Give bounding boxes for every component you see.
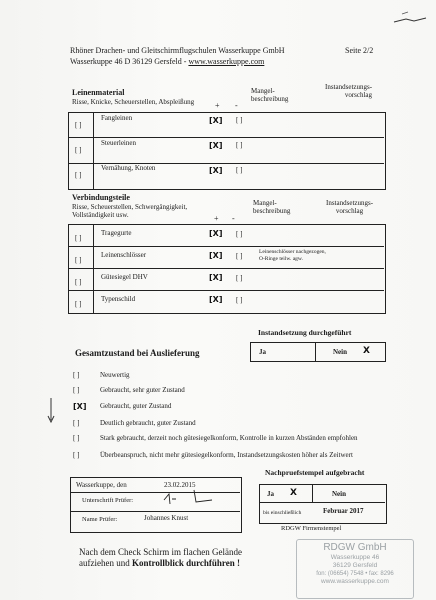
- nachpruef-title: Nachpruefstempel aufgebracht: [265, 468, 365, 477]
- condition-label: Neuwertig: [100, 371, 130, 379]
- condition-label: Überbeanspruch, nicht mehr gütesiegelkonform, Instandsetzungskosten höher als Zeitwert: [100, 451, 353, 459]
- row-mark-checkbox[interactable]: [X]: [209, 273, 223, 282]
- instandsetzung-nein: Nein: [333, 348, 347, 356]
- row-label: Leinenschlösser: [101, 251, 147, 259]
- instandsetzung-mark: X: [363, 346, 370, 356]
- row-note: Leinenschlösser nachgezogen, O-Ringe teilw. agw.: [259, 249, 326, 262]
- row-checkbox[interactable]: [ ]: [75, 234, 82, 242]
- row-minus-checkbox[interactable]: [ ]: [236, 230, 243, 238]
- row-label: Tragegurte: [101, 229, 132, 237]
- row-mark-checkbox[interactable]: [X]: [209, 116, 223, 125]
- row-mark-checkbox[interactable]: [X]: [209, 251, 223, 260]
- stamp-caption: RDGW Firmenstempel: [281, 525, 342, 532]
- row-checkbox[interactable]: [ ]: [75, 278, 82, 286]
- nachpruef-box: [259, 484, 387, 524]
- footer-line-1: Nach dem Check Schirm im flachen Gelände: [79, 547, 242, 557]
- row-checkbox[interactable]: [ ]: [75, 121, 82, 129]
- row-minus-checkbox[interactable]: [ ]: [236, 141, 243, 149]
- stamp-phone: fon: (06654) 7548 • fax: 8296: [316, 571, 394, 577]
- verbindung-plus: +: [214, 214, 219, 223]
- footer-line-2-a: aufziehen und: [79, 558, 132, 568]
- row-label: Gütesiegel DHV: [101, 273, 148, 281]
- stamp-addr-1: Wasserkuppe 46: [330, 554, 380, 561]
- verbindung-subtitle-1: Risse, Scheuerstellen, Schwergängigkeit,: [72, 203, 188, 211]
- footer-line-2: [79, 558, 240, 568]
- row-checkbox[interactable]: [ ]: [75, 171, 82, 179]
- row-label: Typenschild: [101, 295, 136, 303]
- company-stamp: [296, 539, 414, 599]
- row-checkbox[interactable]: [ ]: [75, 256, 82, 264]
- inspector-name: Johannes Knust: [144, 514, 189, 522]
- row-label: Steuerleinen: [101, 139, 136, 147]
- condition-label: Deutlich gebraucht, guter Zustand: [100, 419, 196, 427]
- row-label: Vernähung, Knoten: [101, 164, 156, 172]
- header-address-text: Wasserkuppe 46 D 36129 Gersfeld -: [70, 57, 187, 66]
- arrow-down-icon: [47, 398, 57, 424]
- condition-label: Gebraucht, sehr guter Zustand: [100, 386, 185, 394]
- pen-scribble: [392, 8, 428, 28]
- nachpruef-ja: Ja: [267, 490, 274, 498]
- instandsetzung-ja: Ja: [259, 348, 266, 356]
- row-minus-checkbox[interactable]: [ ]: [236, 274, 243, 282]
- leinen-col-instand: Instandsetzungs- vorschlag: [325, 83, 373, 99]
- row-minus-checkbox[interactable]: [ ]: [236, 296, 243, 304]
- header-company: Rhöner Drachen- und Gleitschirmflugschulen Wasserkuppe GmbH: [70, 46, 285, 55]
- condition-label: Stark gebraucht, derzeit noch gütesiegelkonform, Kontrolle in kurzen Abständen empfohlen: [100, 434, 358, 442]
- row-minus-checkbox[interactable]: [ ]: [236, 116, 243, 124]
- signature-label: Unterschrift Prüfer:: [82, 497, 134, 504]
- nachpruef-nein: Nein: [332, 490, 346, 498]
- condition-checkbox[interactable]: [X]: [73, 402, 87, 411]
- handwritten-signature: [160, 486, 230, 508]
- stamp-web: www.wasserkuppe.com: [321, 578, 389, 585]
- leinen-table: [68, 112, 386, 190]
- leinen-plus: +: [215, 101, 220, 110]
- header-website: www.wasserkuppe.com: [188, 57, 265, 66]
- leinen-col-mangel: Mangel- beschreibung: [251, 87, 289, 103]
- row-minus-checkbox[interactable]: [ ]: [236, 166, 243, 174]
- condition-checkbox[interactable]: [ ]: [73, 386, 80, 394]
- row-mark-checkbox[interactable]: [X]: [209, 229, 223, 238]
- leinen-minus: -: [235, 101, 238, 110]
- condition-checkbox[interactable]: [ ]: [73, 371, 80, 379]
- row-minus-checkbox[interactable]: [ ]: [236, 252, 243, 260]
- instandsetzung-title: Instandsetzung durchgeführt: [258, 328, 352, 337]
- condition-checkbox[interactable]: [ ]: [73, 451, 80, 459]
- row-mark-checkbox[interactable]: [X]: [209, 166, 223, 175]
- signature-date: 23.02.2015: [164, 481, 196, 489]
- instandsetzung-box: [250, 342, 386, 362]
- page-number: Seite 2/2: [345, 46, 374, 55]
- signature-place: Wasserkuppe, den: [76, 481, 127, 489]
- gesamtzustand-title: Gesamtzustand bei Auslieferung: [75, 348, 200, 358]
- condition-label: Gebraucht, guter Zustand: [100, 402, 172, 410]
- stamp-name: RDGW GmbH: [323, 542, 387, 553]
- row-checkbox[interactable]: [ ]: [75, 300, 82, 308]
- row-mark-checkbox[interactable]: [X]: [209, 295, 223, 304]
- nachpruef-bis-label: bis einschließlich: [263, 510, 302, 516]
- header-address: [70, 57, 264, 67]
- leinen-subtitle: Risse, Knicke, Scheuerstellen, Abspleißung: [72, 98, 195, 106]
- stamp-addr-2: 36129 Gersfeld: [332, 562, 378, 569]
- condition-checkbox[interactable]: [ ]: [73, 434, 80, 442]
- verbindung-col-mangel: Mangel- beschreibung: [253, 199, 291, 215]
- verbindung-minus: -: [232, 214, 235, 223]
- row-label: Fangleinen: [101, 114, 133, 122]
- leinen-title: Leinenmaterial: [72, 88, 125, 97]
- row-checkbox[interactable]: [ ]: [75, 146, 82, 154]
- verbindung-subtitle-2: Vollständigkeit usw.: [72, 211, 129, 219]
- nachpruef-mark: X: [290, 488, 297, 498]
- verbindung-col-instand: Instandsetzungs- vorschlag: [326, 199, 374, 215]
- name-label: Name Prüfer:: [82, 516, 118, 523]
- verbindung-title: Verbindungsteile: [72, 193, 130, 202]
- footer-line-2-b: Kontrollblick durchführen !: [131, 558, 241, 568]
- nachpruef-bis-value: Februar 2017: [323, 507, 364, 515]
- condition-checkbox[interactable]: [ ]: [73, 419, 80, 427]
- row-mark-checkbox[interactable]: [X]: [209, 141, 223, 150]
